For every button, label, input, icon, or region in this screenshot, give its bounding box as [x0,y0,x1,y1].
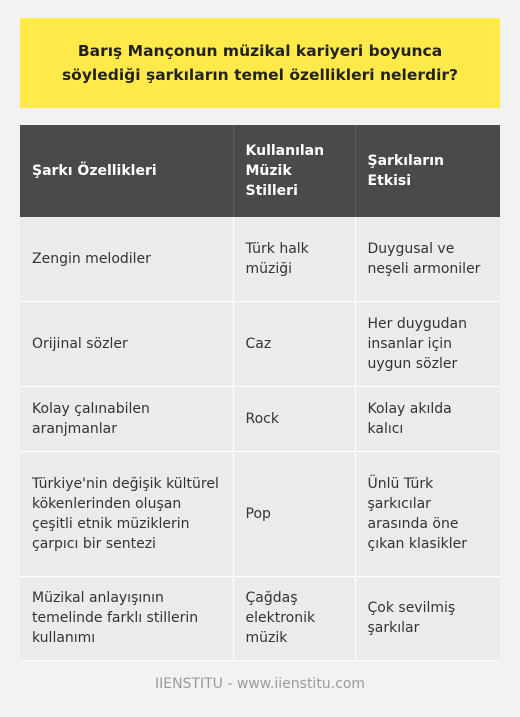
cell-feature: Kolay çalınabilen aranjmanlar [20,386,233,451]
footer-credit: IIENSTITU - www.iienstitu.com [154,676,366,692]
cell-style: Çağdaş elektronik müzik [233,576,355,660]
cell-impact: Ünlü Türk şarkıcılar arasında öne çıkan klasikler [355,451,500,576]
cell-style: Türk halk müziği [233,217,355,301]
cell-feature: Zengin melodiler [20,217,233,301]
cell-feature: Müzikal anlayışının temelinde farklı stillerin kullanımı [20,576,233,660]
cell-feature: Orijinal sözler [20,301,233,386]
table-row [20,386,500,451]
title-banner [20,18,500,108]
table-row [20,576,500,660]
cell-style: Pop [233,451,355,576]
cell-impact: Her duygudan insanlar için uygun sözler [355,301,500,386]
header-song-features: Şarkı Özellikleri [20,125,233,217]
cell-impact: Çok sevilmiş şarkılar [355,576,500,660]
header-song-impact: Şarkıların Etkisi [355,125,500,217]
cell-impact: Kolay akılda kalıcı [355,386,500,451]
table-header-row [20,125,500,217]
cell-feature: Türkiye'nin değişik kültürel kökenlerinden oluşan çeşitli etnik müziklerin çarpıcı bir sentezi [20,451,233,576]
cell-style: Caz [233,301,355,386]
table-row [20,217,500,301]
header-music-styles: Kullanılan Müzik Stilleri [233,125,355,217]
table-row [20,301,500,386]
table-row [20,451,500,576]
cell-style: Rock [233,386,355,451]
features-table [20,125,500,661]
cell-impact: Duygusal ve neşeli armoniler [355,217,500,301]
page-title: Barış Mançonun müzikal kariyeri boyunca söylediği şarkıların temel özellikleri nelerdir? [61,42,459,84]
